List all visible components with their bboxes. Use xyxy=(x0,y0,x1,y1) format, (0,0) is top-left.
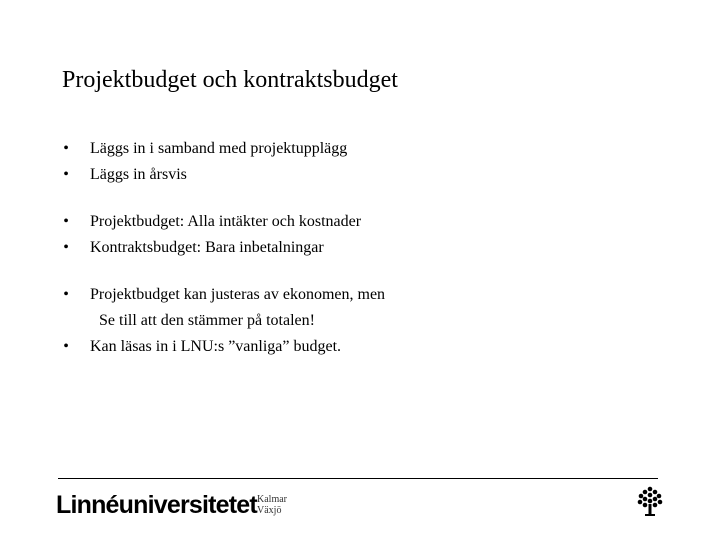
university-logo: Linnéuniversitetet xyxy=(56,491,257,519)
list-item-text: Läggs in i samband med projektupplägg xyxy=(90,140,348,157)
bullet-marker: • xyxy=(63,213,69,230)
bullet-marker: • xyxy=(63,286,69,303)
list-item-text: Läggs in årsvis xyxy=(90,166,187,183)
list-item-text: Kontraktsbudget: Bara inbetalningar xyxy=(90,239,324,256)
tree-icon xyxy=(636,486,664,518)
list-item xyxy=(60,282,660,308)
list-item xyxy=(60,334,660,360)
list-item-text: Projektbudget kan justeras av ekonomen, men xyxy=(90,286,386,303)
city-name: Växjö xyxy=(257,505,282,516)
list-item xyxy=(60,162,660,188)
slide-title: Projektbudget och kontraktsbudget xyxy=(62,67,398,93)
footer-divider xyxy=(58,478,658,479)
list-item-text: Projektbudget: Alla intäkter och kostnader xyxy=(90,213,362,230)
bullet-marker: • xyxy=(63,239,69,256)
list-item-text: Kan läsas in i LNU:s ”vanliga” budget. xyxy=(90,338,342,355)
bullet-list xyxy=(60,136,660,360)
bullet-marker: • xyxy=(63,338,69,355)
list-item xyxy=(60,136,660,162)
logo-cities xyxy=(257,494,287,516)
bullet-marker: • xyxy=(63,140,69,157)
list-item-continuation xyxy=(60,308,660,334)
list-item-continuation-text: Se till att den stämmer på totalen! xyxy=(99,312,315,329)
list-item xyxy=(60,209,660,235)
list-item xyxy=(60,235,660,261)
city-name: Kalmar xyxy=(257,494,287,505)
bullet-marker: • xyxy=(63,166,69,183)
